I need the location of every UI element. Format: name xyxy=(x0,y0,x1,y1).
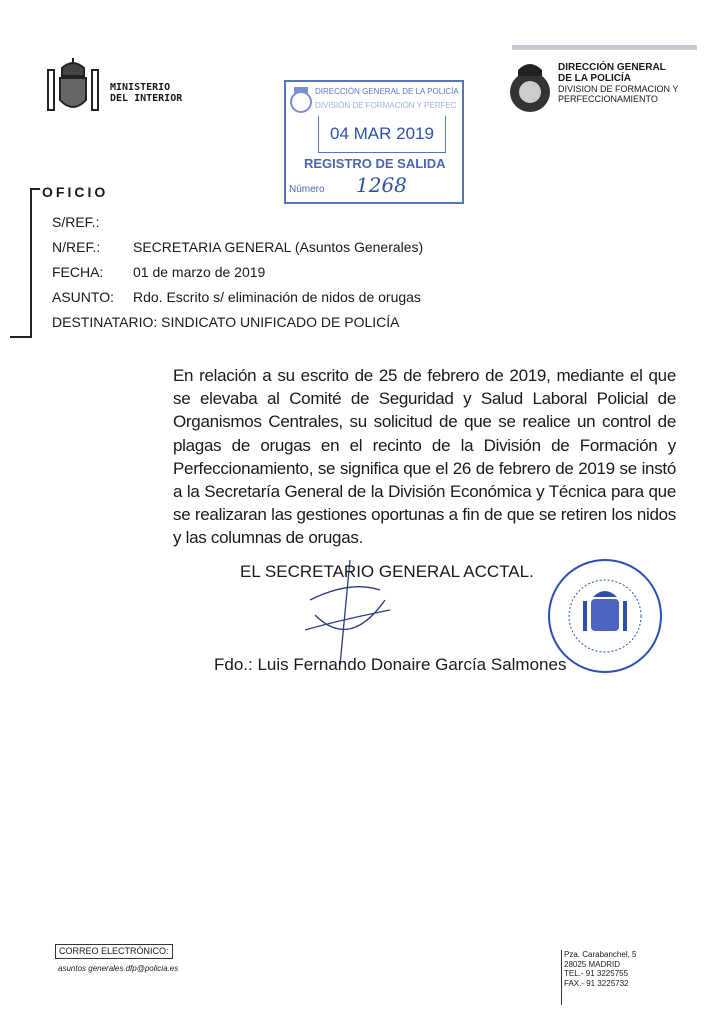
signatory-title: EL SECRETARIO GENERAL ACCTAL. xyxy=(240,562,534,581)
ministry-line: MINISTERIO xyxy=(110,82,171,93)
official-seal xyxy=(545,555,665,677)
field-bracket xyxy=(30,188,42,338)
stamp-line: DIVISIÓN DE FORMACIÓN Y PERFEC xyxy=(315,101,457,110)
stamp-date: 04 MAR 2019 xyxy=(318,116,446,153)
field-destinatario xyxy=(52,314,399,331)
dg-line: DIRECCIÓN GENERAL xyxy=(558,62,666,73)
dg-line: DIVISION DE FORMACION Y xyxy=(558,84,679,94)
dg-line: DE LA POLICÍA xyxy=(558,73,631,84)
address-line: FAX.- 91 3225732 xyxy=(564,978,629,988)
field-value: 01 de marzo de 2019 xyxy=(133,264,266,280)
field-value: Rdo. Escrito s/ eliminación de nidos de orugas xyxy=(133,289,421,305)
field-asunto xyxy=(52,289,421,306)
stamp-line: DIRECCIÓN GENERAL DE LA POLICÍA xyxy=(315,87,459,96)
field-sref xyxy=(52,214,99,231)
field-label: ASUNTO: xyxy=(52,289,114,305)
field-label: S/REF.: xyxy=(52,214,100,230)
field-label: N/REF.: xyxy=(52,239,101,255)
police-badge-icon xyxy=(508,58,552,118)
ministry-name xyxy=(110,82,182,104)
address-line: TEL.- 91 3225755 xyxy=(564,969,629,978)
stamp-registry: REGISTRO DE SALIDA xyxy=(304,156,446,171)
field-label: FECHA: xyxy=(52,264,104,280)
registry-stamp xyxy=(284,80,464,204)
address-line: Pza. Carabanchel, 5 xyxy=(564,950,637,959)
stamp-number-label: Número xyxy=(289,184,325,195)
ministry-line: DEL INTERIOR xyxy=(110,93,183,104)
field-label: DESTINATARIO: xyxy=(52,314,158,330)
email-address[interactable]: asuntos generales.dfp@policia.es xyxy=(58,964,179,973)
dg-line: PERFECCIONAMIENTO xyxy=(558,94,658,104)
address-line: 28025 MADRID xyxy=(564,959,621,969)
field-nref xyxy=(52,239,424,256)
direccion-general-header xyxy=(558,62,678,104)
document-type: OFICIO xyxy=(42,184,109,200)
stamp-badge-icon xyxy=(289,86,313,114)
scan-header-bar xyxy=(512,45,697,50)
field-fecha xyxy=(52,264,266,281)
field-value: SINDICATO UNIFICADO DE POLICÍA xyxy=(161,314,400,330)
coat-of-arms-icon xyxy=(42,58,104,120)
stamp-number-handwritten: 1268 xyxy=(356,173,407,197)
postal-address xyxy=(561,950,637,1005)
signatory-name: Fdo.: Luis Fernando Donaire García Salmones xyxy=(214,655,567,674)
email-label: CORREO ELECTRÓNICO: xyxy=(55,944,173,959)
letter-body: En relación a su escrito de 25 de febrero de 2019, mediante el que se elevaba al Comité de Seguridad y Salud Laboral Policial de Organismos Centrales, su solicitud de que se realice un control de plagas de orugas en el recinto de la División de Formación y Perfeccionamiento, se significa que el 26 de febrero de 2019 se instó a la Secretaría General de la División Económica y Técnica para que se realizaran las gestiones oportunas a fin de que se retiren los nidos y las columnas de orugas. xyxy=(173,366,676,548)
field-value: SECRETARIA GENERAL (Asuntos Generales) xyxy=(133,239,424,255)
